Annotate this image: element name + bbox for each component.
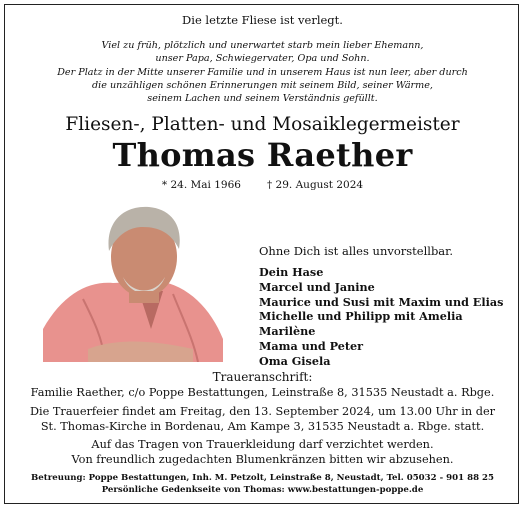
quote: Ohne Dich ist alles unvorstellbar. bbox=[259, 244, 454, 258]
poem-line: unser Papa, Schwiegervater, Opa und Sohn. bbox=[155, 53, 370, 65]
poem-line: die unzähligen schönen Erinnerungen mit seinem Bild, seiner Wärme, bbox=[92, 80, 433, 92]
mourners-list bbox=[259, 265, 503, 369]
dress-note bbox=[0, 437, 525, 467]
funeral-line: St. Thomas-Kirche in Bordenau, Am Kampe 3, 31535 Neustadt a. Rbge. statt. bbox=[40, 420, 485, 433]
dress-line: Auf das Tragen von Trauerkleidung darf verzichtet werden. bbox=[91, 438, 434, 451]
poem-paragraph-1 bbox=[0, 39, 525, 65]
mourner-item: Dein Hase bbox=[259, 265, 324, 279]
traueranschrift-label: Traueranschrift: bbox=[212, 370, 313, 384]
birth-date: * 24. Mai 1966 bbox=[161, 179, 241, 191]
footer-line: Persönliche Gedenkseite von Thomas: www.bestattungen-poppe.de bbox=[101, 485, 424, 495]
mourner-item: Marilène bbox=[259, 324, 316, 339]
funeral-info bbox=[0, 404, 525, 434]
poem-line: seinem Lachen und seinem Verständnis gefüllt. bbox=[147, 93, 378, 105]
poem-line: Der Platz in der Mitte unserer Familie und in unserem Haus ist nun leer, aber durch bbox=[57, 67, 468, 78]
mourner-item: Maurice und Susi mit Maxim und Elias bbox=[259, 294, 504, 309]
life-dates bbox=[0, 179, 525, 191]
footer-line: Betreuung: Poppe Bestattungen, Inh. M. Petzolt, Leinstraße 8, Neustadt, Tel. 05032 - 901 88 25 bbox=[31, 473, 494, 483]
dress-line: Von freundlich zugedachten Blumenkränzen bitten wir abzusehen. bbox=[71, 453, 454, 466]
deceased-name: Thomas Raether bbox=[112, 136, 413, 174]
intro-line: Die letzte Fliese ist verlegt. bbox=[182, 13, 343, 27]
mourner-item: Marcel und Janine bbox=[259, 279, 375, 294]
portrait-photo bbox=[43, 199, 223, 362]
poem-line: Viel zu früh, plötzlich und unerwartet starb mein lieber Ehemann, bbox=[101, 40, 424, 51]
death-date: † 29. August 2024 bbox=[266, 179, 364, 191]
funeral-line: Die Trauerfeier findet am Freitag, den 13. September 2024, um 13.00 Uhr in der bbox=[29, 405, 496, 418]
occupation: Fliesen-, Platten- und Mosaiklegermeister bbox=[65, 114, 460, 135]
poem-paragraph-2 bbox=[0, 66, 525, 106]
mourner-item: Michelle und Philipp mit Amelia bbox=[259, 309, 463, 324]
mourner-item: Oma Gisela bbox=[259, 353, 331, 368]
footer bbox=[0, 472, 525, 496]
traueranschrift-address: Familie Raether, c/o Poppe Bestattungen, Leinstraße 8, 31535 Neustadt a. Rbge. bbox=[30, 386, 495, 399]
mourner-item: Mama und Peter bbox=[259, 338, 364, 353]
